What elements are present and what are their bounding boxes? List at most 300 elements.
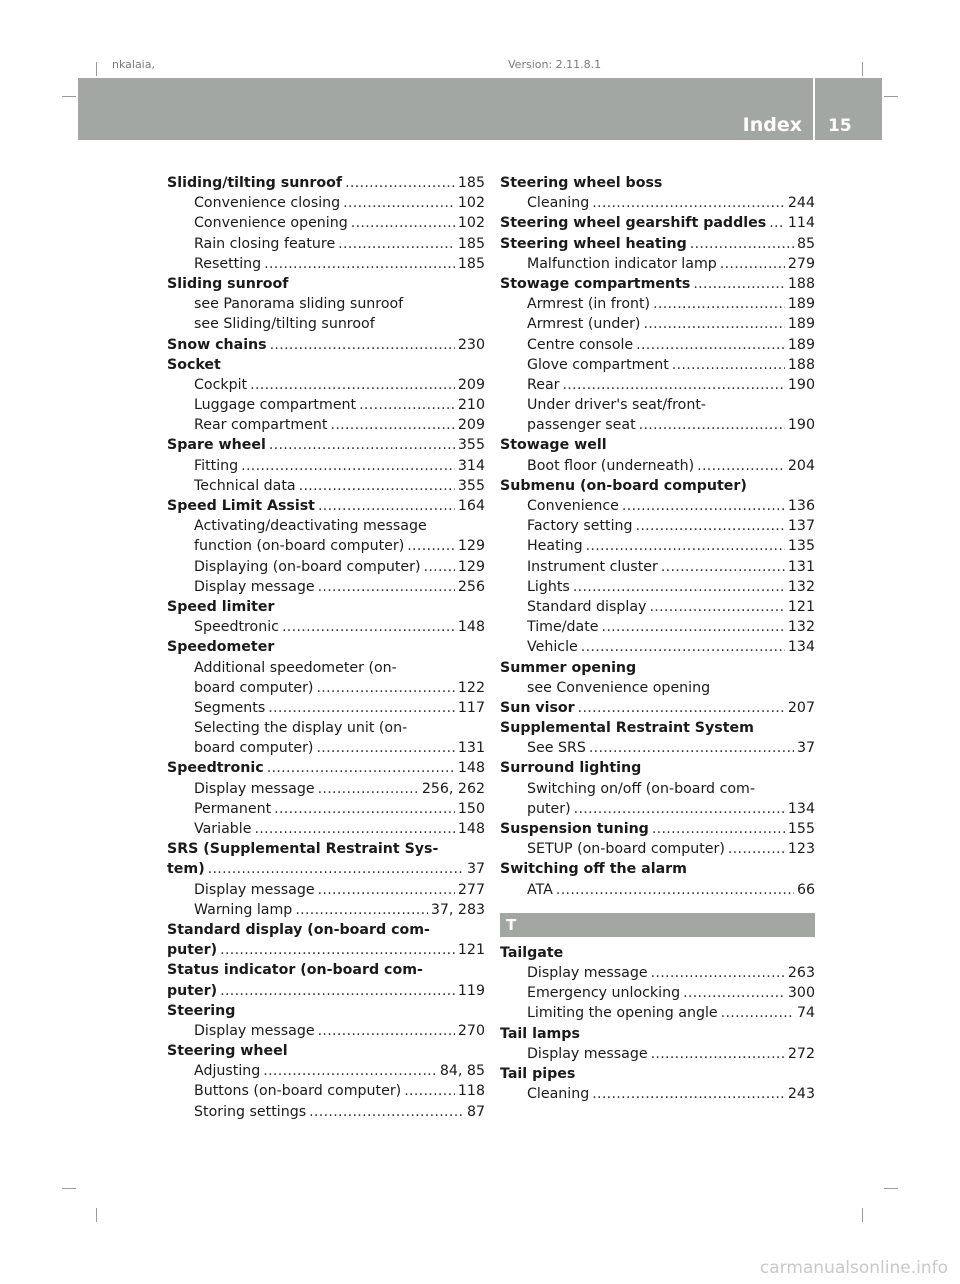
entry-text: board computer) — [194, 740, 314, 757]
page-reference: 129 — [457, 558, 485, 575]
entry-text: Convenience closing — [194, 195, 341, 212]
index-entry — [167, 435, 485, 455]
index-subentry — [167, 1061, 485, 1081]
index-entry — [500, 173, 815, 193]
index-subentry — [167, 799, 485, 819]
index-subentry — [167, 375, 485, 395]
index-subentry — [167, 294, 485, 314]
dot-leader — [562, 375, 784, 395]
page-reference: 122 — [457, 679, 485, 696]
entry-text: puter) — [527, 800, 571, 817]
index-subentry — [500, 536, 815, 556]
entry-text: Adjusting — [194, 1063, 261, 1080]
page-reference: 272 — [787, 1045, 815, 1062]
index-subentry — [500, 314, 815, 334]
page-reference: 131 — [787, 558, 815, 575]
entry-text: see Convenience opening — [527, 679, 711, 696]
entry-text: Speedtronic — [194, 619, 279, 636]
dot-leader — [267, 758, 455, 778]
dot-leader — [690, 234, 794, 254]
index-subentry — [167, 1021, 485, 1041]
entry-text: Display message — [194, 1022, 315, 1039]
entry-text: Steering wheel gearshift paddles — [500, 215, 767, 232]
entry-text: Fitting — [194, 457, 239, 474]
page-reference: 102 — [457, 195, 485, 212]
index-subentry — [167, 314, 485, 334]
index-subentry — [500, 1044, 815, 1064]
entry-text: Display message — [527, 1045, 648, 1062]
dot-leader — [309, 1102, 464, 1122]
entry-text: Cleaning — [527, 195, 590, 212]
dot-leader — [404, 1081, 455, 1101]
entry-text: Status indicator (on-board com- — [167, 962, 423, 979]
page-reference: 188 — [787, 275, 815, 292]
page-reference: 230 — [457, 336, 485, 353]
entry-text: Armrest (in front) — [527, 296, 651, 313]
entry-text: Luggage compartment — [194, 397, 357, 414]
index-subentry — [167, 1102, 485, 1122]
entry-text: Speedometer — [167, 639, 275, 656]
entry-text: puter) — [167, 942, 218, 959]
dot-leader — [345, 173, 455, 193]
page-reference: 189 — [787, 296, 815, 313]
dot-leader — [318, 577, 455, 597]
index-subentry — [500, 294, 815, 314]
index-subentry — [167, 254, 485, 274]
index-entry — [500, 859, 815, 879]
page-reference: 189 — [787, 336, 815, 353]
watermark: carmanualsonline.info — [759, 1258, 948, 1278]
page-reference: 207 — [787, 699, 815, 716]
entry-text: Additional speedometer (on- — [194, 659, 397, 676]
dot-leader — [649, 597, 784, 617]
header-left-fragment: nkalaia, — [112, 58, 155, 71]
entry-text: Limiting the opening angle — [527, 1005, 718, 1022]
dot-leader — [351, 213, 455, 233]
dot-leader — [318, 779, 419, 799]
page-reference: 134 — [787, 800, 815, 817]
entry-text: Standard display — [527, 598, 647, 615]
entry-text: Submenu (on-board computer) — [500, 477, 747, 494]
page-reference: 270 — [457, 1022, 485, 1039]
dot-leader — [693, 274, 785, 294]
page-reference: 129 — [457, 538, 485, 555]
entry-text: Heating — [527, 538, 583, 555]
index-entry — [167, 597, 485, 617]
entry-text: Supplemental Restraint System — [500, 720, 754, 737]
page-reference: 185 — [457, 255, 485, 272]
index-subentry — [500, 254, 815, 274]
entry-text: See SRS — [527, 740, 586, 757]
dot-leader — [359, 395, 455, 415]
page-reference: 164 — [457, 498, 485, 514]
entry-text: Rain closing feature — [194, 235, 336, 252]
dot-leader — [720, 254, 785, 274]
dot-leader — [241, 456, 455, 476]
page-reference: 185 — [457, 175, 485, 191]
entry-text: board computer) — [194, 679, 314, 696]
page-reference: 204 — [787, 457, 815, 474]
index-subentry — [500, 617, 815, 637]
index-subentry — [500, 983, 815, 1003]
index-subentry — [167, 1081, 485, 1101]
entry-text: Time/date — [527, 619, 599, 636]
page-reference: 210 — [457, 397, 485, 414]
header-divider — [813, 78, 815, 140]
dot-leader — [639, 415, 785, 435]
index-subentry — [500, 597, 815, 617]
page-reference: 66 — [796, 881, 815, 898]
entry-text: Suspension tuning — [500, 821, 649, 837]
index-subentry — [167, 456, 485, 476]
page-reference: 74 — [796, 1005, 815, 1022]
entry-text: Surround lighting — [500, 760, 642, 777]
page-reference: 37, 283 — [430, 901, 485, 918]
entry-text: ATA — [527, 881, 553, 898]
index-subentry — [500, 395, 815, 415]
page-reference: 189 — [787, 316, 815, 333]
dot-leader — [295, 900, 428, 920]
entry-text: Glove compartment — [527, 356, 669, 373]
index-subentry — [500, 577, 815, 597]
index-entry — [500, 234, 815, 254]
dot-leader — [270, 335, 455, 355]
index-subentry — [167, 213, 485, 233]
entry-text: passenger seat — [527, 417, 636, 434]
page-reference: 209 — [457, 417, 485, 434]
entry-text: function (on-board computer) — [194, 538, 405, 555]
index-subentry — [500, 375, 815, 395]
page-reference: 37 — [796, 740, 815, 757]
page-reference: 114 — [787, 215, 815, 232]
index-subentry — [500, 738, 815, 758]
index-subentry — [500, 193, 815, 213]
page-reference: 132 — [787, 578, 815, 595]
dot-leader — [220, 981, 455, 1001]
page-reference: 209 — [457, 376, 485, 393]
entry-text: Summer opening — [500, 659, 637, 676]
index-subentry — [167, 900, 485, 920]
entry-text: Stowage well — [500, 437, 607, 454]
index-subentry — [500, 496, 815, 516]
dot-leader — [424, 557, 455, 577]
section-letter-t: T — [500, 913, 815, 937]
page-reference: 137 — [787, 518, 815, 535]
entry-text: Resetting — [194, 255, 262, 272]
index-entry — [500, 435, 815, 455]
index-entry — [167, 173, 485, 193]
index-subentry — [167, 577, 485, 597]
page-reference: 134 — [787, 639, 815, 656]
dot-leader — [578, 698, 785, 718]
index-column-right — [500, 173, 815, 1104]
entry-text: Switching off the alarm — [500, 861, 687, 878]
page-reference: 190 — [787, 417, 815, 434]
dot-leader — [586, 536, 785, 556]
entry-text: Selecting the display unit (on- — [194, 720, 408, 737]
dot-leader — [263, 1061, 437, 1081]
index-entry — [500, 698, 815, 718]
crop-mark — [884, 1188, 898, 1189]
dot-leader — [652, 819, 785, 839]
page-reference: 87 — [466, 1103, 485, 1120]
index-subentry — [500, 799, 815, 819]
index-entry — [500, 718, 815, 738]
dot-leader — [651, 1044, 785, 1064]
entry-text: Spare wheel — [167, 437, 266, 454]
entry-text: see Panorama sliding sunroof — [194, 296, 404, 313]
page-reference: 119 — [457, 982, 485, 999]
entry-text: SETUP (on-board computer) — [527, 841, 725, 858]
entry-text: Cleaning — [527, 1086, 590, 1103]
entry-text: Tail pipes — [500, 1065, 576, 1082]
dot-leader — [250, 375, 455, 395]
entry-text: SRS (Supplemental Restraint Sys- — [167, 841, 439, 858]
dot-leader — [592, 193, 785, 213]
index-subentry — [167, 476, 485, 496]
index-subentry — [167, 234, 485, 254]
entry-text: tem) — [167, 861, 205, 878]
crop-mark — [62, 96, 76, 97]
entry-text: Vehicle — [527, 639, 578, 656]
entry-text: Rear — [527, 376, 560, 393]
index-entry — [167, 355, 485, 375]
entry-text: Variable — [194, 821, 252, 837]
index-subentry — [500, 637, 815, 657]
entry-text: Buttons (on-board computer) — [194, 1083, 402, 1100]
entry-text: Switching on/off (on-board com- — [527, 780, 755, 797]
dot-leader — [299, 476, 455, 496]
page-reference: 150 — [457, 800, 485, 817]
entry-text: Armrest (under) — [527, 316, 641, 333]
entry-text: Storing settings — [194, 1103, 307, 1120]
entry-text: see Sliding/tilting sunroof — [194, 316, 375, 333]
index-entry — [500, 819, 815, 839]
index-entry — [500, 943, 815, 963]
dot-leader — [602, 617, 785, 637]
dot-leader — [653, 294, 785, 314]
dot-leader — [573, 577, 785, 597]
page-reference: 355 — [457, 437, 485, 454]
dot-leader — [407, 536, 455, 556]
entry-text: Instrument cluster — [527, 558, 658, 575]
dot-leader — [643, 314, 784, 334]
index-subentry — [167, 536, 485, 556]
dot-leader — [282, 617, 455, 637]
entry-text: Speed Limit Assist — [167, 498, 315, 514]
entry-text: Malfunction indicator lamp — [527, 255, 717, 272]
page-reference: 244 — [787, 195, 815, 212]
index-entry — [167, 859, 485, 879]
page-reference: 117 — [457, 699, 485, 716]
index-subentry — [167, 415, 485, 435]
index-subentry — [167, 819, 485, 839]
dot-leader — [338, 234, 455, 254]
page-reference: 256 — [457, 578, 485, 595]
entry-text: Factory setting — [527, 518, 633, 535]
dot-leader — [661, 557, 785, 577]
dot-leader — [274, 799, 455, 819]
entry-text: Display message — [527, 964, 648, 981]
dot-leader — [622, 496, 785, 516]
index-entry — [167, 940, 485, 960]
crop-mark — [96, 62, 97, 76]
index-subentry — [500, 456, 815, 476]
entry-text: Standard display (on-board com- — [167, 921, 430, 938]
dot-leader — [697, 456, 785, 476]
page-reference: 314 — [457, 457, 485, 474]
dot-leader — [316, 738, 454, 758]
dot-leader — [318, 880, 455, 900]
index-subentry — [500, 963, 815, 983]
page-reference: 37 — [466, 861, 485, 878]
dot-leader — [581, 637, 785, 657]
entry-text: Convenience opening — [194, 215, 348, 232]
dot-leader — [592, 1084, 785, 1104]
entry-text: Tailgate — [500, 944, 564, 961]
index-subentry — [500, 779, 815, 799]
entry-text: Technical data — [194, 477, 296, 494]
dot-leader — [589, 738, 794, 758]
page-reference: 188 — [787, 356, 815, 373]
page-reference: 185 — [457, 235, 485, 252]
page-reference: 190 — [787, 376, 815, 393]
dot-leader — [316, 678, 454, 698]
entry-text: Steering — [167, 1002, 236, 1019]
index-subentry — [167, 193, 485, 213]
page-reference: 148 — [457, 619, 485, 636]
dot-leader — [331, 415, 455, 435]
index-subentry — [500, 415, 815, 435]
index-entry — [167, 758, 485, 778]
page-reference: 135 — [787, 538, 815, 555]
index-subentry — [500, 516, 815, 536]
page-reference: 102 — [457, 215, 485, 232]
entry-text: Convenience — [527, 498, 619, 514]
dot-leader — [318, 496, 455, 516]
index-subentry — [167, 516, 485, 536]
entry-text: Speed limiter — [167, 598, 275, 615]
index-subentry — [500, 1003, 815, 1023]
crop-mark — [884, 96, 898, 97]
index-entry — [167, 1001, 485, 1021]
index-entry — [500, 213, 815, 233]
entry-text: Activating/deactivating message — [194, 518, 427, 535]
index-subentry — [500, 880, 815, 900]
page-reference: 263 — [787, 964, 815, 981]
index-entry — [167, 920, 485, 940]
dot-leader — [636, 335, 785, 355]
index-subentry — [167, 617, 485, 637]
dot-leader — [264, 254, 455, 274]
page-reference: 300 — [787, 985, 815, 1002]
index-entry — [500, 758, 815, 778]
page-reference: 277 — [457, 881, 485, 898]
index-subentry — [500, 1084, 815, 1104]
page-reference: 85 — [796, 235, 815, 252]
entry-text: Steering wheel — [167, 1043, 288, 1060]
page-reference: 121 — [787, 598, 815, 615]
crop-mark — [862, 62, 863, 76]
entry-text: puter) — [167, 982, 218, 999]
crop-mark — [62, 1188, 76, 1189]
entry-text: Steering wheel heating — [500, 235, 687, 252]
dot-leader — [254, 819, 454, 839]
index-entry — [167, 981, 485, 1001]
index-subentry — [500, 335, 815, 355]
dot-leader — [268, 698, 455, 718]
index-subentry — [167, 698, 485, 718]
entry-text: Cockpit — [194, 376, 248, 393]
entry-text: Centre console — [527, 336, 634, 353]
index-entry — [500, 1064, 815, 1084]
index-subentry — [500, 839, 815, 859]
page-reference: 131 — [457, 740, 485, 757]
entry-text: Segments — [194, 699, 266, 716]
page-reference: 148 — [457, 821, 485, 837]
index-entry — [500, 1024, 815, 1044]
index-subentry — [167, 557, 485, 577]
entry-text: Stowage compartments — [500, 275, 691, 292]
page-reference: 355 — [457, 477, 485, 494]
crop-mark — [96, 1208, 97, 1222]
page-title: Index — [742, 114, 802, 136]
entry-text: Display message — [194, 881, 315, 898]
index-subentry — [167, 658, 485, 678]
page-reference: 118 — [457, 1083, 485, 1100]
index-entry — [500, 274, 815, 294]
entry-text: Rear compartment — [194, 417, 328, 434]
dot-leader — [672, 355, 785, 375]
page-reference: 243 — [787, 1086, 815, 1103]
index-entry — [167, 839, 485, 859]
page-reference: 155 — [787, 821, 815, 837]
index-entry — [167, 960, 485, 980]
index-column-left — [167, 173, 485, 1122]
dot-leader — [208, 859, 464, 879]
entry-text: Sliding sunroof — [167, 275, 289, 292]
entry-text: Emergency unlocking — [527, 985, 681, 1002]
entry-text: Sliding/tilting sunroof — [167, 175, 343, 191]
page-reference: 148 — [457, 760, 485, 777]
index-entry — [167, 637, 485, 657]
index-subentry — [167, 718, 485, 738]
entry-text: Boot floor (underneath) — [527, 457, 695, 474]
index-entry — [167, 496, 485, 516]
index-entry — [167, 1041, 485, 1061]
page-reference: 121 — [457, 942, 485, 959]
index-subentry — [167, 880, 485, 900]
entry-text: Tail lamps — [500, 1025, 580, 1042]
entry-text: Lights — [527, 578, 570, 595]
page-number: 15 — [828, 116, 852, 136]
index-subentry — [500, 557, 815, 577]
index-subentry — [167, 678, 485, 698]
entry-text: Socket — [167, 356, 221, 373]
index-entry — [167, 335, 485, 355]
index-entry — [167, 274, 485, 294]
entry-text: Speedtronic — [167, 760, 264, 777]
page-reference: 279 — [787, 255, 815, 272]
dot-leader — [343, 193, 455, 213]
entry-text: Display message — [194, 578, 315, 595]
dot-leader — [769, 213, 785, 233]
page-reference: 132 — [787, 619, 815, 636]
crop-mark — [862, 1208, 863, 1222]
entry-text: Displaying (on-board computer) — [194, 558, 421, 575]
header-center-fragment: Version: 2.11.8.1 — [508, 58, 602, 71]
index-subentry — [500, 678, 815, 698]
